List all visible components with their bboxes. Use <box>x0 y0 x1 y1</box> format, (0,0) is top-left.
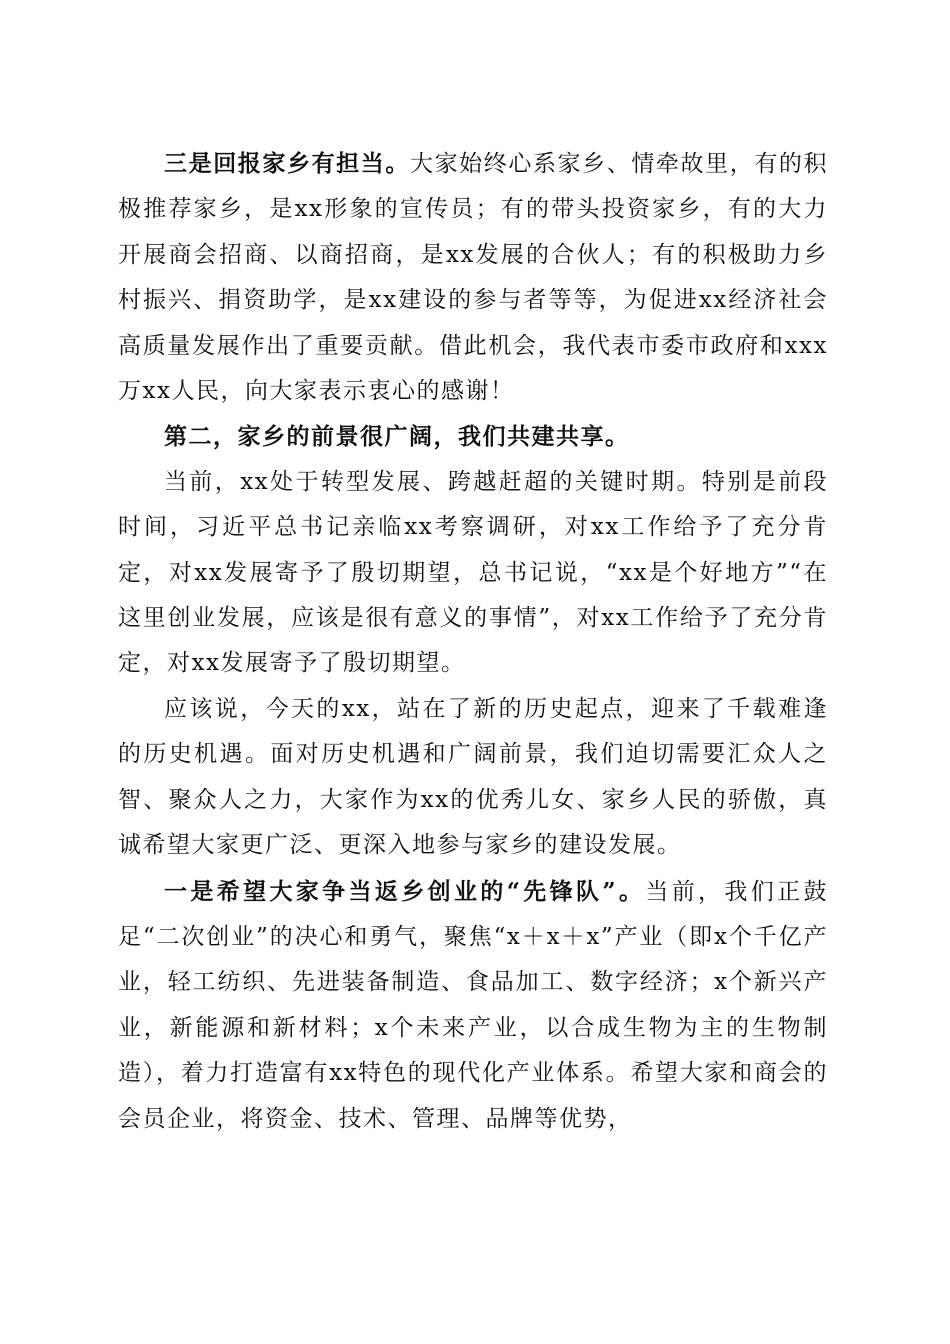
paragraph-return-hometown <box>118 141 828 414</box>
paragraph-current-period: 当前，xx处于转型发展、跨越赶超的关键时期。特别是前段时间，习近平总书记亲临xx考察调研，对xx工作给予了充分肯定，对xx发展寄予了殷切期望，总书记说，“xx是个好地方”“在这里创业发展，应该是很有意义的事情”，对xx工作给予了充分肯定，对xx发展寄予了殷切期望。 <box>118 468 828 677</box>
paragraph-vanguard <box>118 869 828 1142</box>
paragraph-text: 当前，我们正鼓足“二次创业”的决心和勇气，聚焦“x＋x＋x”产业（即x个千亿产业，轻工纺织、先进装备制造、食品加工、数字经济；x个新兴产业，新能源和新材料；x个未来产业，以合成生物为主的生物制造），着力打造富有xx特色的现代化产业体系。希望大家和商会的会员企业，将资金、技术、管理、品牌等优势， <box>118 878 828 1132</box>
section-heading-second: 第二，家乡的前景很广阔，我们共建共享。 <box>164 423 630 451</box>
paragraph-historic-opportunity: 应该说，今天的xx，站在了新的历史起点，迎来了千载难逢的历史机遇。面对历史机遇和广阔前景，我们迫切需要汇众人之智、聚众人之力，大家作为xx的优秀儿女、家乡人民的骄傲，真诚希望大家更广泛、更深入地参与家乡的建设发展。 <box>118 695 828 859</box>
document-body <box>118 141 828 1142</box>
paragraph-lead-heading: 三是回报家乡有担当。 <box>164 150 410 177</box>
paragraph-lead-heading: 一是希望大家争当返乡创业的“先锋队”。 <box>164 877 646 905</box>
paragraph-text: 大家始终心系家乡、情牵故里，有的积极推荐家乡，是xx形象的宣传员；有的带头投资家乡，有的大力开展商会招商、以商招商，是xx发展的合伙人；有的积极助力乡村振兴、捐资助学，是xx建设的参与者等等，为促进xx经济社会高质量发展作出了重要贡献。借此机会，我代表市委市政府和xxx万xx人民，向大家表示衷心的感谢！ <box>118 151 829 405</box>
